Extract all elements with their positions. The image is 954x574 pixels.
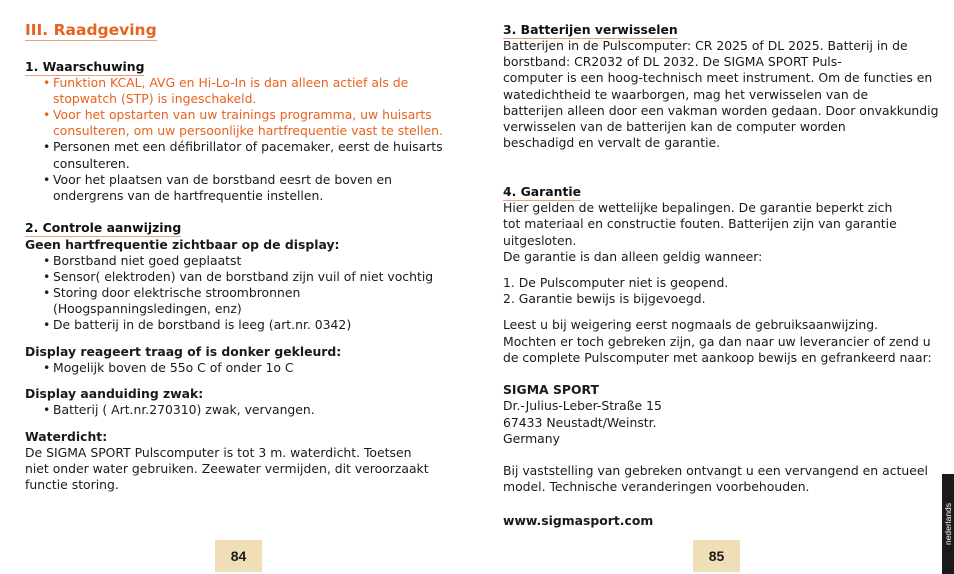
- language-side-tab: [942, 474, 954, 574]
- warning-bullet-1-cont: stopwatch (STP) is ingeschakeld.: [53, 91, 257, 106]
- final-line-2: model. Technische veranderingen voorbehouden.: [503, 479, 810, 494]
- control-bullet-3-cont: (Hoogspanningsledingen, enz): [53, 301, 242, 316]
- company-name: SIGMA SPORT: [503, 382, 599, 397]
- warning-bullet-3-cont: consulteren.: [53, 156, 130, 171]
- waterproof-line-3: functie storing.: [25, 477, 119, 492]
- address-country: Germany: [503, 431, 560, 446]
- warranty-line-4: De garantie is dan alleen geldig wanneer:: [503, 249, 763, 264]
- language-side-tab-label: nederlands: [942, 502, 953, 546]
- control-bullet-2: • Sensor( elektroden) van de borstband zijn vuil of niet vochtig: [43, 269, 434, 284]
- batteries-line-1: Batterijen in de Pulscomputer: CR 2025 of DL 2025. Batterij in de: [503, 38, 908, 53]
- batteries-line-3: computer is een hoog-technisch meet instrument. Om de functies en: [503, 70, 933, 85]
- batteries-line-6: verwisselen van de batterijen kan de computer worden: [503, 119, 846, 134]
- control-bullet-4: • De batterij in de borstband is leeg (art.nr. 0342): [43, 317, 352, 332]
- warning-bullet-4: • Voor het plaatsen van de borstband eesrt de boven en: [43, 172, 393, 187]
- section-heading-warranty: 4. Garantie: [503, 184, 581, 201]
- warranty-line-3: uitgesloten.: [503, 233, 577, 248]
- batteries-line-5: batterijen alleen door een vakman worden gedaan. Door onvakkundig: [503, 103, 939, 118]
- warranty-para-line-1: Leest u bij weigering eerst nogmaals de gebruiksaanwijzing.: [503, 317, 878, 332]
- warranty-para-line-2: Mochten er toch gebreken zijn, ga dan naar uw leverancier of zend u: [503, 334, 931, 349]
- final-line-1: Bij vaststelling van gebreken ontvangt u een vervangend en actueel: [503, 463, 928, 478]
- page-number-left: 84: [215, 540, 262, 572]
- batteries-line-4: watedichtheid te waarborgen, mag het verwisselen van de: [503, 87, 869, 102]
- warning-bullet-2-cont: consulteren, om uw persoonlijke hartfrequentie vast te stellen.: [53, 123, 443, 138]
- warranty-condition-1: 1. De Pulscomputer niet is geopend.: [503, 275, 729, 290]
- address-city: 67433 Neustadt/Weinstr.: [503, 415, 657, 430]
- control-subheading-2: Display reageert traag of is donker gekleurd:: [25, 344, 342, 359]
- warranty-para-line-3: de complete Pulscomputer met aankoop bewijs en gefrankeerd naar:: [503, 350, 932, 365]
- warning-bullet-2: • Voor het opstarten van uw trainings programma, uw huisarts: [43, 107, 432, 122]
- warning-bullet-4-cont: ondergrens van de hartfrequentie instellen.: [53, 188, 324, 203]
- warranty-line-1: Hier gelden de wettelijke bepalingen. De garantie beperkt zich: [503, 200, 893, 215]
- control-bullet-1: • Borstband niet goed geplaatst: [43, 253, 242, 268]
- batteries-line-7: beschadigd en vervalt de garantie.: [503, 135, 721, 150]
- warranty-condition-2: 2. Garantie bewijs is bijgevoegd.: [503, 291, 706, 306]
- warning-bullet-1: • Funktion KCAL, AVG en Hi-Lo-In is dan alleen actief als de: [43, 75, 409, 90]
- control-subheading-1: Geen hartfrequentie zichtbaar op de display:: [25, 237, 340, 252]
- warning-bullet-3: • Personen met een défibrillator of pacemaker, eerst de huisarts: [43, 139, 443, 154]
- website-link[interactable]: www.sigmasport.com: [503, 513, 654, 528]
- warranty-line-2: tot materiaal en constructie fouten. Batterijen zijn van garantie: [503, 216, 897, 231]
- section-heading-batteries: 3. Batterijen verwisselen: [503, 22, 678, 39]
- control-bullet-5: • Mogelijk boven de 55o C of onder 1o C: [43, 360, 294, 375]
- section-heading-control: 2. Controle aanwijzing: [25, 220, 181, 237]
- waterproof-line-1: De SIGMA SPORT Pulscomputer is tot 3 m. waterdicht. Toetsen: [25, 445, 412, 460]
- control-subheading-4: Waterdicht:: [25, 429, 108, 444]
- address-street: Dr.-Julius-Leber-Straße 15: [503, 398, 662, 413]
- page-number-right: 85: [693, 540, 740, 572]
- control-bullet-3: • Storing door elektrische stroombronnen: [43, 285, 301, 300]
- control-subheading-3: Display aanduiding zwak:: [25, 386, 204, 401]
- waterproof-line-2: niet onder water gebruiken. Zeewater vermijden, dit veroorzaakt: [25, 461, 429, 476]
- control-bullet-6: • Batterij ( Art.nr.270310) zwak, vervangen.: [43, 402, 315, 417]
- chapter-title: III. Raadgeving: [25, 22, 157, 41]
- batteries-line-2: borstband: CR2032 of DL 2032. De SIGMA SPORT Puls-: [503, 54, 842, 69]
- section-heading-warning: 1. Waarschuwing: [25, 59, 144, 76]
